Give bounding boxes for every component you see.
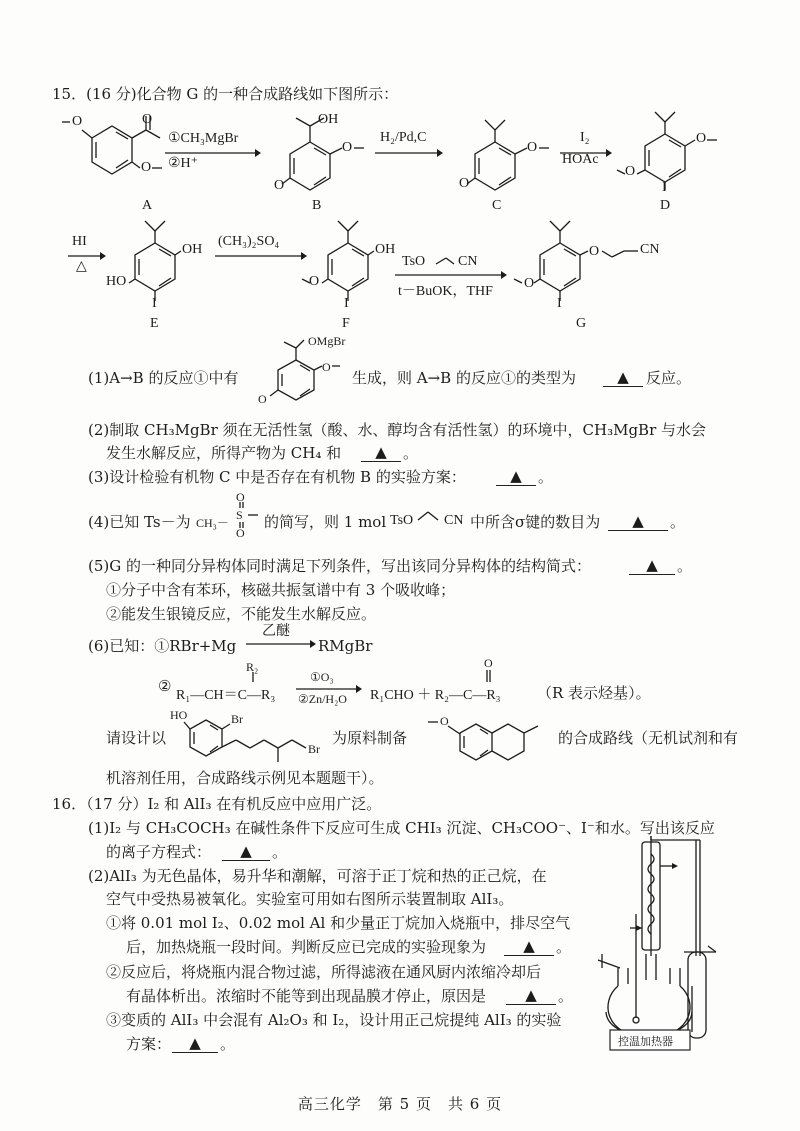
- e-oh: OH: [182, 242, 203, 257]
- arrow-fg: [395, 270, 510, 280]
- c-o2: O: [459, 176, 470, 191]
- ts-s: S: [236, 508, 243, 522]
- cn-text: CN: [444, 513, 464, 528]
- test-tube: [688, 952, 706, 1038]
- q16-title: 16．（17 分）I₂ 和 AlI₃ 在有机反应中应用广泛。: [52, 795, 382, 813]
- reagent-de-2: △: [76, 259, 87, 274]
- q15-p4-c: 中所含σ键的数目为: [470, 513, 601, 531]
- heater-label: 控温加热器: [618, 1036, 673, 1048]
- b-o1: O: [342, 140, 353, 155]
- ts-o-bottom: O: [236, 526, 245, 540]
- q15-p3-blank: ▲: [496, 467, 536, 486]
- a-o1: O: [72, 114, 83, 129]
- q15-p6-d: 请设计以: [106, 729, 167, 747]
- q15-p6-g: 机溶剂任用，合成路线示例见本题题干）。: [106, 769, 384, 787]
- q16-s3-blank: ▲: [172, 1034, 218, 1053]
- label-b: B: [312, 198, 322, 213]
- b-oh: OH: [318, 112, 339, 127]
- target-o: O: [440, 714, 449, 728]
- q15-p4-d: 。: [670, 513, 686, 531]
- ts-sulfonyl-structure: [228, 492, 262, 538]
- q16-p2-b: 空气中受热易被氧化。实验室可用如右图所示装置制取 AlI₃。: [106, 890, 514, 908]
- label-c: C: [492, 198, 502, 213]
- q15-p5-1: ①分子中含有苯环，核磁共振氢谱中有 3 个吸收峰；: [106, 581, 456, 599]
- g-o2: O: [524, 276, 535, 291]
- q15-p2-c: 。: [403, 444, 419, 462]
- e-i: I: [152, 296, 157, 311]
- q16-s2-c: 。: [558, 987, 574, 1005]
- sm-br2: Br: [308, 742, 320, 756]
- g-i: I: [557, 296, 562, 311]
- ozonolysis-reactant: R₁—CH＝C—R₃: [176, 688, 276, 703]
- q16-p1-blank: ▲: [222, 842, 270, 861]
- reagent-ab-1: ①CH₃MgBr: [168, 131, 239, 146]
- b-o2: O: [274, 178, 285, 193]
- o3-label: ①O₃: [310, 670, 334, 684]
- q16-s1-blank: ▲: [504, 937, 554, 956]
- ts-o-top: O: [236, 490, 245, 504]
- c-o1: O: [527, 140, 538, 155]
- reagent-fg-3: t－BuOK，THF: [398, 284, 493, 299]
- ts-ch3: CH₃－: [196, 516, 229, 530]
- reagent-ef: (CH₃)₂SO₄: [218, 234, 280, 249]
- q16-p1-a: (1)I₂ 与 CH₃COCH₃ 在碱性条件下反应可生成 CHI₃ 沉淀、CH₃COO⁻、I⁻和水。写出该反应: [88, 819, 715, 837]
- f-oh: OH: [375, 242, 396, 257]
- q16-s1-a: ①将 0.01 mol I₂、0.02 mol Al 和少量正丁烷加入烧瓶中，排尽空气: [106, 914, 571, 932]
- reagent-ab-2: ②H⁺: [168, 156, 199, 171]
- q15-p6-f: 的合成路线（无机试剂和有: [558, 729, 739, 747]
- q15-p1-a: (1)A→B 的反应①中有: [88, 369, 239, 387]
- q16-s3-a: ③变质的 AlI₃ 中会混有 Al₂O₃ 和 I₂，设计用正己烷提纯 AlI₃ 的实验: [106, 1011, 562, 1029]
- label-f: F: [342, 316, 350, 331]
- q16-s3-b: 方案：: [126, 1035, 172, 1053]
- q15-title: 15．(16 分)化合物 G 的一种合成路线如下图所示：: [52, 85, 399, 103]
- mgbr-o2: O: [258, 392, 267, 406]
- reagent-bc: H₂/Pd,C: [380, 130, 427, 145]
- r2-bond: [250, 672, 256, 684]
- tso-text: TsO: [390, 513, 414, 528]
- carbonyl-o: O: [484, 656, 493, 670]
- label-g: G: [576, 316, 587, 331]
- reagent-fg-2: CN: [458, 254, 478, 269]
- q15-p1-c: 反应。: [646, 369, 692, 387]
- g-cn: CN: [640, 242, 660, 257]
- structure-e: [115, 215, 205, 315]
- carbonyl-bond: [484, 670, 494, 684]
- zn-label: ②Zn/H₂O: [298, 692, 347, 706]
- starting-material-structure: [176, 704, 326, 770]
- apparatus-diagram: [590, 836, 740, 1056]
- ether-label: 乙醚: [262, 624, 290, 639]
- g-o1: O: [589, 244, 600, 259]
- structure-g: [510, 215, 690, 315]
- q15-p1-blank: ▲: [603, 368, 643, 387]
- q16-p1-c: 。: [272, 843, 288, 861]
- q15-p3-a: (3)设计检验有机物 C 中是否存在有机物 B 的实验方案：: [88, 468, 466, 486]
- q15-p6-e: 为原料制备: [332, 729, 408, 747]
- reagent-de-1: HI: [72, 234, 87, 249]
- q16-s2-a: ②反应后，将烧瓶内混合物过滤，所得滤液在通风厨内浓缩冷却后: [106, 963, 542, 981]
- q16-s2-blank: ▲: [506, 986, 556, 1005]
- label-d: D: [660, 198, 671, 213]
- q16-p1-b: 的离子方程式：: [106, 843, 212, 861]
- a-o3: O: [142, 112, 153, 127]
- q15-p5-a: (5)G 的一种同分异构体同时满足下列条件，写出该同分异构体的结构简式：: [88, 557, 592, 575]
- page-footer: 高三化学 第 5 页 共 6 页: [297, 1095, 503, 1113]
- q16-p2-a: (2)AlI₃ 为无色晶体，易升华和潮解，可溶于正丁烷和热的正己烷，在: [88, 867, 547, 885]
- structure-f: [300, 215, 400, 315]
- q16-s3-c: 。: [220, 1035, 236, 1053]
- label-e: E: [150, 316, 159, 331]
- structure-d: [615, 104, 725, 204]
- d-o2: O: [625, 164, 636, 179]
- q15-p6-c2: ②: [158, 677, 172, 695]
- q15-p4-blank: ▲: [608, 512, 668, 531]
- e-ho: HO: [106, 274, 127, 289]
- f-o: O: [309, 274, 320, 289]
- arrow-bc: [375, 148, 445, 158]
- q15-p6-a: (6)已知：①RBr+Mg: [88, 637, 237, 655]
- sm-ho: HO: [170, 708, 188, 722]
- arrow-de: [68, 251, 108, 261]
- q15-p3-c: 。: [538, 468, 554, 486]
- sm-br1: Br: [231, 712, 243, 726]
- arrow-ef: [215, 251, 310, 261]
- q15-p1-b: 生成，则 A→B 的反应①的类型为: [352, 369, 576, 387]
- q16-s1-c: 。: [556, 938, 572, 956]
- q16-s2-b: 有晶体析出。浓缩时不能等到出现晶膜才停止，原因是: [126, 987, 487, 1005]
- r2-top: R₂: [246, 660, 259, 674]
- a-o2: O: [141, 160, 152, 175]
- label-a: A: [142, 198, 153, 213]
- d-o1: O: [696, 131, 707, 146]
- arrow-grignard: [246, 639, 318, 649]
- omgbr-label: OMgBr: [308, 334, 346, 348]
- q15-p5-blank: ▲: [629, 556, 675, 575]
- q15-p5-c: 。: [677, 557, 693, 575]
- q15-p2-blank: ▲: [361, 443, 401, 462]
- q16-s1-b: 后，加热烧瓶一段时间。判断反应已完成的实验现象为: [126, 938, 487, 956]
- q15-p2-a: (2)制取 CH₃MgBr 须在无活性氢（酸、水、醇均含有活性氢）的环境中，CH₃MgBr 与水会: [88, 421, 707, 439]
- reagent-fg-1: TsO: [402, 254, 426, 269]
- q15-p4-b: 的简写，则 1 mol: [264, 513, 387, 531]
- q15-p6-note: （R 表示烃基）。: [537, 684, 651, 702]
- mgbr-o1: O: [322, 360, 331, 374]
- q15-p2-b: 发生水解反应，所得产物为 CH₄ 和: [106, 444, 342, 462]
- q15-p6-b: RMgBr: [318, 637, 373, 655]
- reagent-cd-1: I₂: [580, 130, 590, 145]
- d-i: I: [662, 180, 667, 195]
- three-neck-flask: [618, 954, 680, 986]
- ozonolysis-products: R₁CHO ＋ R₂—C—R₃: [370, 688, 501, 703]
- f-i: I: [344, 296, 349, 311]
- q15-p4-a: (4)已知 Ts－为: [88, 513, 191, 531]
- q15-p5-2: ②能发生银镜反应，不能发生水解反应。: [106, 605, 377, 623]
- reagent-cd-2: HOAc: [562, 152, 599, 167]
